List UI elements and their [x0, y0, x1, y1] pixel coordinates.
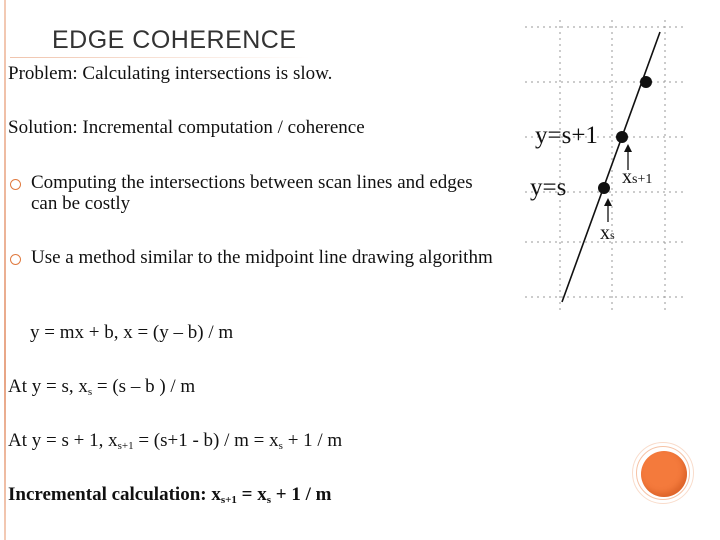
problem-text: Problem: Calculating intersections is slow. [8, 63, 333, 84]
label-xs1: xs+1 [622, 166, 653, 188]
label-y-s: y=s [530, 174, 567, 201]
scanline-diagram [510, 10, 710, 330]
equation-line: y = mx + b, x = (y – b) / m [30, 322, 234, 343]
arrow-xs1-head [624, 144, 632, 152]
bullet-2-text: Use a method similar to the midpoint line drawing algorithm [31, 247, 493, 268]
bullet-1-icon [10, 179, 21, 190]
at-s1-line: At y = s + 1, $x_{s+1} = (s+1 - b) / m = x_s + 1 / m$ [8, 430, 343, 452]
slide-title: EDGE COHERENCE [52, 26, 297, 54]
point-s1 [616, 131, 628, 143]
arrow-xs-head [604, 198, 612, 206]
label-y-s1: y=s+1 [535, 122, 598, 149]
incremental-line: Incremental calculation: $x_{s+1} = x_s + 1 / m$ [8, 484, 332, 506]
at-s-line: At y = s, $x_s = (s - b$ ) / m [8, 376, 196, 398]
decor-orange-circle [641, 451, 687, 497]
point-s [598, 182, 610, 194]
title-underline [10, 57, 310, 58]
grid-lines [525, 20, 685, 310]
label-xs: xs [600, 222, 615, 244]
bullet-2-icon [10, 254, 21, 265]
solution-text: Solution: Incremental computation / coherence [8, 117, 365, 138]
bullet-1-text: Computing the intersections between scan lines and edges can be costly [31, 172, 473, 214]
left-accent-line [4, 0, 6, 540]
point-top [640, 76, 652, 88]
